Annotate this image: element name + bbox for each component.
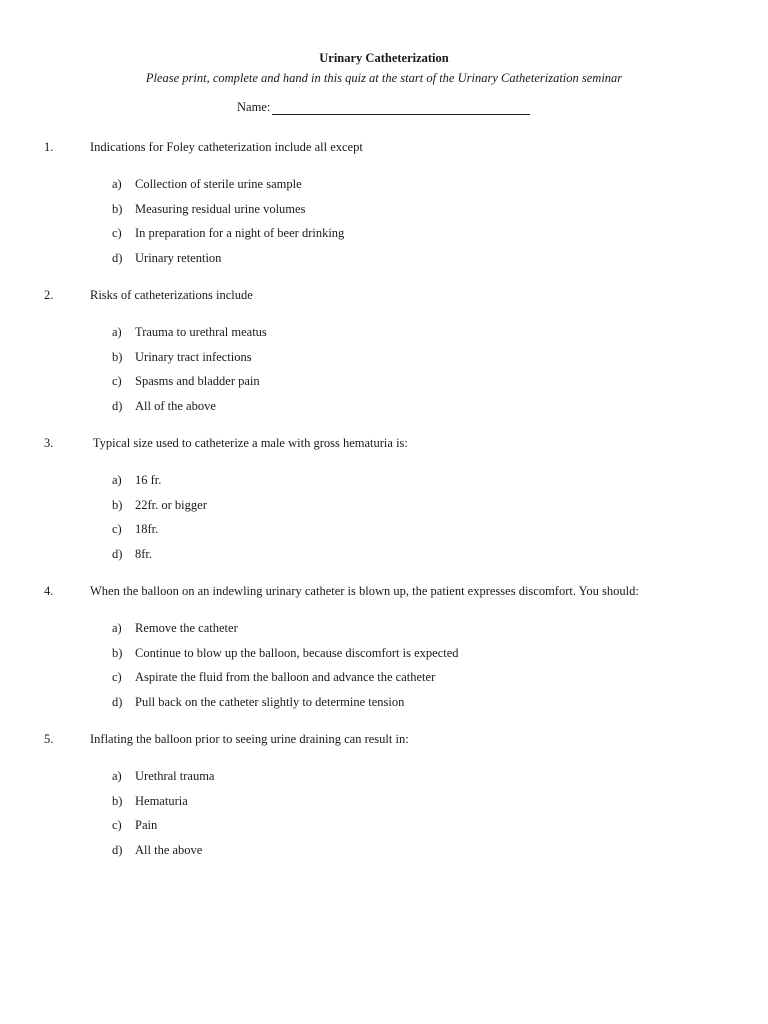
option-item[interactable] (0, 522, 768, 547)
option-letter: a) (112, 621, 122, 635)
option-text: In preparation for a night of beer drinking (135, 226, 345, 240)
option-letter: b) (112, 201, 123, 216)
option-item[interactable] (0, 547, 768, 572)
option-text: Remove the catheter (135, 621, 238, 635)
option-item[interactable] (0, 670, 768, 695)
option-item[interactable] (0, 251, 768, 276)
option-text: Urinary tract infections (135, 349, 252, 364)
option-letter: d) (112, 842, 123, 857)
page-title: Urinary Catheterization (319, 51, 449, 65)
option-item[interactable] (0, 646, 768, 671)
option-text: 16 fr. (135, 473, 162, 487)
option-item[interactable] (0, 695, 768, 720)
option-item[interactable] (0, 226, 768, 251)
option-text: All of the above (135, 398, 216, 413)
option-text: Urethral trauma (135, 769, 215, 783)
option-item[interactable] (0, 843, 768, 868)
option-item[interactable] (0, 350, 768, 375)
option-text: Urinary retention (135, 250, 222, 265)
option-letter: c) (112, 670, 122, 684)
option-text: Continue to blow up the balloon, because discomfort is expected (135, 645, 459, 660)
question-text: Typical size used to catheterize a male with gross hematuria is: (90, 436, 408, 450)
option-text: Trauma to urethral meatus (135, 325, 267, 339)
option-text: 8fr. (135, 546, 153, 561)
option-text: Spasms and bladder pain (135, 374, 260, 388)
option-item[interactable] (0, 177, 768, 202)
option-letter: a) (112, 769, 122, 783)
option-letter: c) (112, 818, 122, 832)
option-text: Pain (135, 818, 158, 832)
option-letter: b) (112, 497, 123, 512)
option-text: Collection of sterile urine sample (135, 177, 302, 191)
option-letter: d) (112, 398, 123, 413)
option-letter: d) (112, 250, 123, 265)
option-text: Aspirate the fluid from the balloon and advance the catheter (135, 670, 436, 684)
question-text: Inflating the balloon prior to seeing urine draining can result in: (90, 732, 409, 746)
option-list (0, 177, 768, 275)
question-number: 5. (44, 732, 54, 746)
option-list (0, 621, 768, 719)
question-number: 2. (44, 288, 54, 302)
question-number: 4. (44, 584, 54, 598)
question-number: 1. (44, 140, 54, 154)
option-letter: d) (112, 546, 123, 561)
option-list (0, 473, 768, 571)
option-list (0, 325, 768, 423)
option-letter: c) (112, 374, 122, 388)
option-item[interactable] (0, 818, 768, 843)
name-field[interactable] (272, 100, 530, 115)
option-letter: a) (112, 325, 122, 339)
option-item[interactable] (0, 374, 768, 399)
name-row (237, 100, 530, 115)
option-text: 22fr. or bigger (135, 497, 207, 512)
option-item[interactable] (0, 399, 768, 424)
option-item[interactable] (0, 473, 768, 498)
option-item[interactable] (0, 769, 768, 794)
question-number: 3. (44, 436, 54, 450)
option-letter: b) (112, 645, 123, 660)
option-item[interactable] (0, 325, 768, 350)
option-item[interactable] (0, 794, 768, 819)
option-letter: c) (112, 226, 122, 240)
option-item[interactable] (0, 498, 768, 523)
option-letter: c) (112, 522, 122, 536)
page-subtitle: Please print, complete and hand in this quiz at the start of the Urinary Catheterization seminar (145, 71, 623, 85)
option-letter: a) (112, 473, 122, 487)
question-text: When the balloon on an indewling urinary catheter is blown up, the patient expresses discomfort. You should: (90, 584, 639, 598)
option-item[interactable] (0, 621, 768, 646)
option-text: Hematuria (135, 793, 188, 808)
option-item[interactable] (0, 202, 768, 227)
question-text: Risks of catheterizations include (90, 288, 253, 302)
option-text: 18fr. (135, 522, 159, 536)
option-text: All the above (135, 842, 203, 857)
option-list (0, 769, 768, 867)
option-letter: a) (112, 177, 122, 191)
question-text: Indications for Foley catheterization include all except (90, 140, 363, 154)
option-text: Pull back on the catheter slightly to determine tension (135, 694, 405, 709)
name-label: Name: (237, 100, 271, 114)
option-letter: b) (112, 793, 123, 808)
option-text: Measuring residual urine volumes (135, 201, 306, 216)
option-letter: d) (112, 694, 123, 709)
option-letter: b) (112, 349, 123, 364)
